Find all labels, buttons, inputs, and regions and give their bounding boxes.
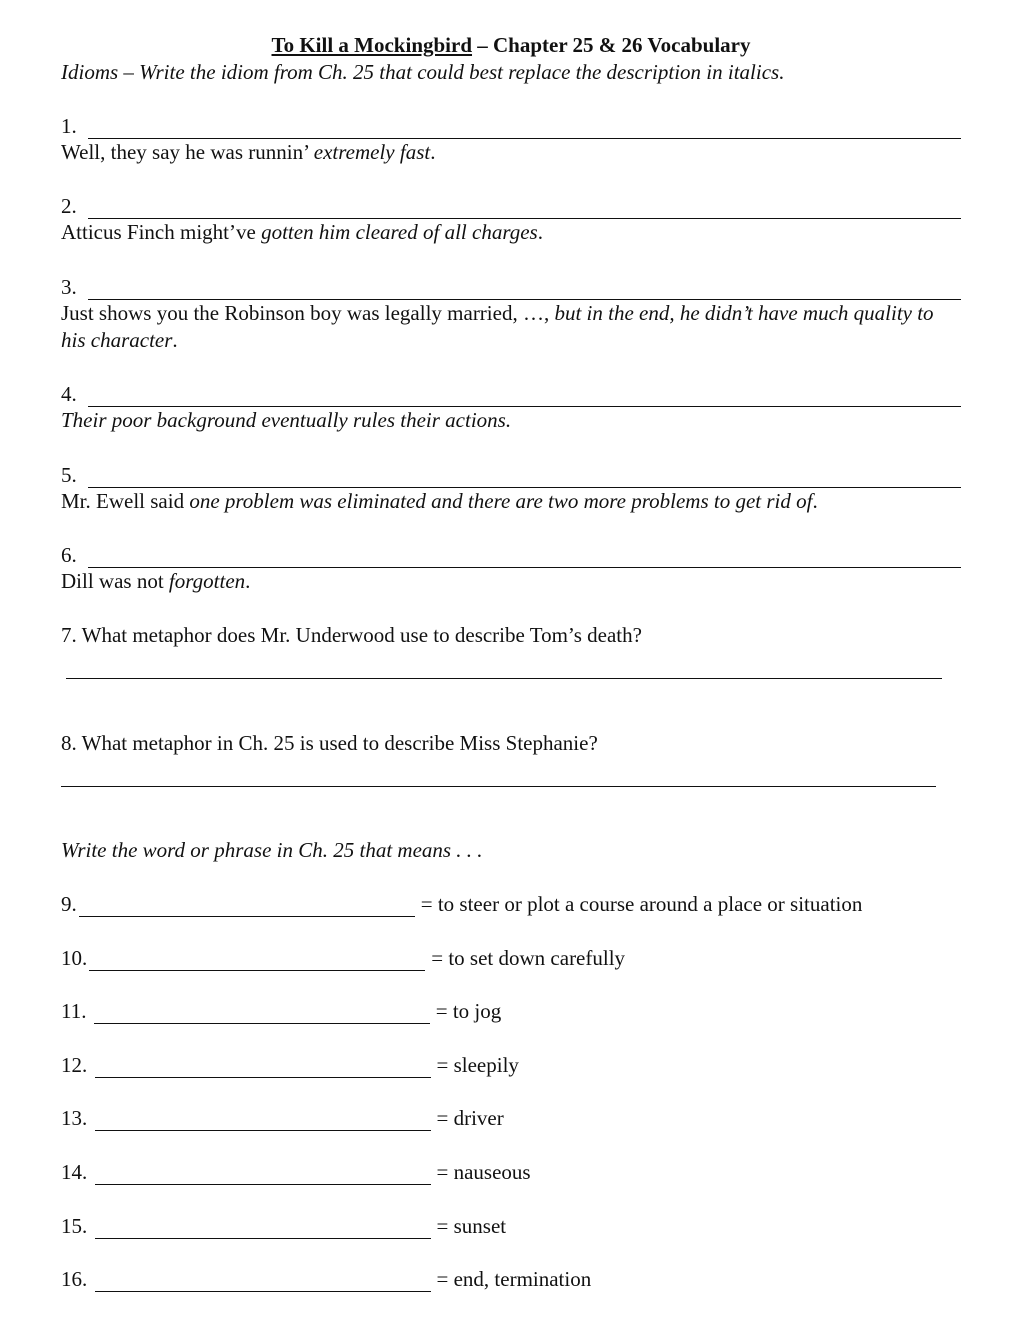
definition-item-16 [61,1266,591,1292]
answer-blank[interactable] [95,1165,431,1185]
answer-blank[interactable] [95,1111,431,1131]
book-title: To Kill a Mockingbird [271,33,473,57]
item-number: 11. [61,999,92,1023]
answer-line-7[interactable] [66,678,942,679]
idiom-item-5 [61,462,961,514]
answer-blank[interactable] [95,1219,431,1239]
idiom-item-1 [61,113,961,165]
definition-item-14 [61,1159,531,1185]
definition-item-12 [61,1052,519,1078]
answer-blank[interactable] [88,548,961,568]
answer-line-8[interactable] [61,786,936,787]
answer-blank[interactable] [88,199,961,219]
idiom-prompt: Atticus Finch might’ve gotten him cleared of all charges. [61,220,543,244]
definition-item-11 [61,998,501,1024]
definition-text: = end, termination [436,1267,592,1291]
definition-text: = to jog [435,999,502,1023]
answer-blank[interactable] [88,280,961,300]
page-title [61,32,961,58]
item-number: 16. [61,1267,93,1291]
title-rest: – Chapter 25 & 26 Vocabulary [472,33,751,57]
idiom-item-6 [61,542,961,594]
idioms-instructions: Idioms – Write the idiom from Ch. 25 that could best replace the description in italics. [61,60,785,84]
idiom-item-3 [61,274,961,354]
definition-text: = sunset [436,1214,507,1238]
item-number: 12. [61,1053,93,1077]
idiom-item-4 [61,381,961,433]
item-number: 6. [61,543,82,567]
question-7: 7. What metaphor does Mr. Underwood use to describe Tom’s death? [61,623,642,647]
definition-text: = to set down carefully [431,946,626,970]
definition-text: = nauseous [436,1160,531,1184]
question-8: 8. What metaphor in Ch. 25 is used to describe Miss Stephanie? [61,731,598,755]
item-number: 13. [61,1106,93,1130]
answer-blank[interactable] [95,1272,431,1292]
item-number: 15. [61,1214,93,1238]
idiom-prompt: Their poor background eventually rules their actions. [61,408,512,432]
answer-blank[interactable] [89,951,425,971]
definition-item-13 [61,1105,504,1131]
answer-blank[interactable] [88,387,961,407]
idiom-prompt: Just shows you the Robinson boy was legally married, …, but in the end, he didn’t have much quality to his character. [61,301,934,352]
answer-blank[interactable] [88,468,961,488]
answer-blank[interactable] [88,119,961,139]
definition-item-10 [61,945,625,971]
item-number: 4. [61,382,82,406]
idiom-item-2 [61,193,961,245]
item-number: 2. [61,194,82,218]
definition-text: = to steer or plot a course around a place or situation [420,892,863,916]
definition-item-9 [61,891,862,917]
definition-text: = driver [436,1106,504,1130]
words-instructions: Write the word or phrase in Ch. 25 that means . . . [61,838,483,862]
definition-item-15 [61,1213,506,1239]
item-number: 1. [61,114,82,138]
answer-blank[interactable] [94,1004,430,1024]
item-number: 10. [61,946,88,970]
item-number: 3. [61,275,82,299]
idiom-prompt: Mr. Ewell said one problem was eliminated and there are two more problems to get rid of. [61,489,818,513]
item-number: 9. [61,892,77,916]
definition-text: = sleepily [436,1053,519,1077]
item-number: 5. [61,463,82,487]
item-number: 14. [61,1160,93,1184]
answer-blank[interactable] [95,1058,431,1078]
answer-blank[interactable] [79,897,415,917]
idiom-prompt: Well, they say he was runnin’ extremely fast. [61,140,436,164]
idiom-prompt: Dill was not forgotten. [61,569,251,593]
